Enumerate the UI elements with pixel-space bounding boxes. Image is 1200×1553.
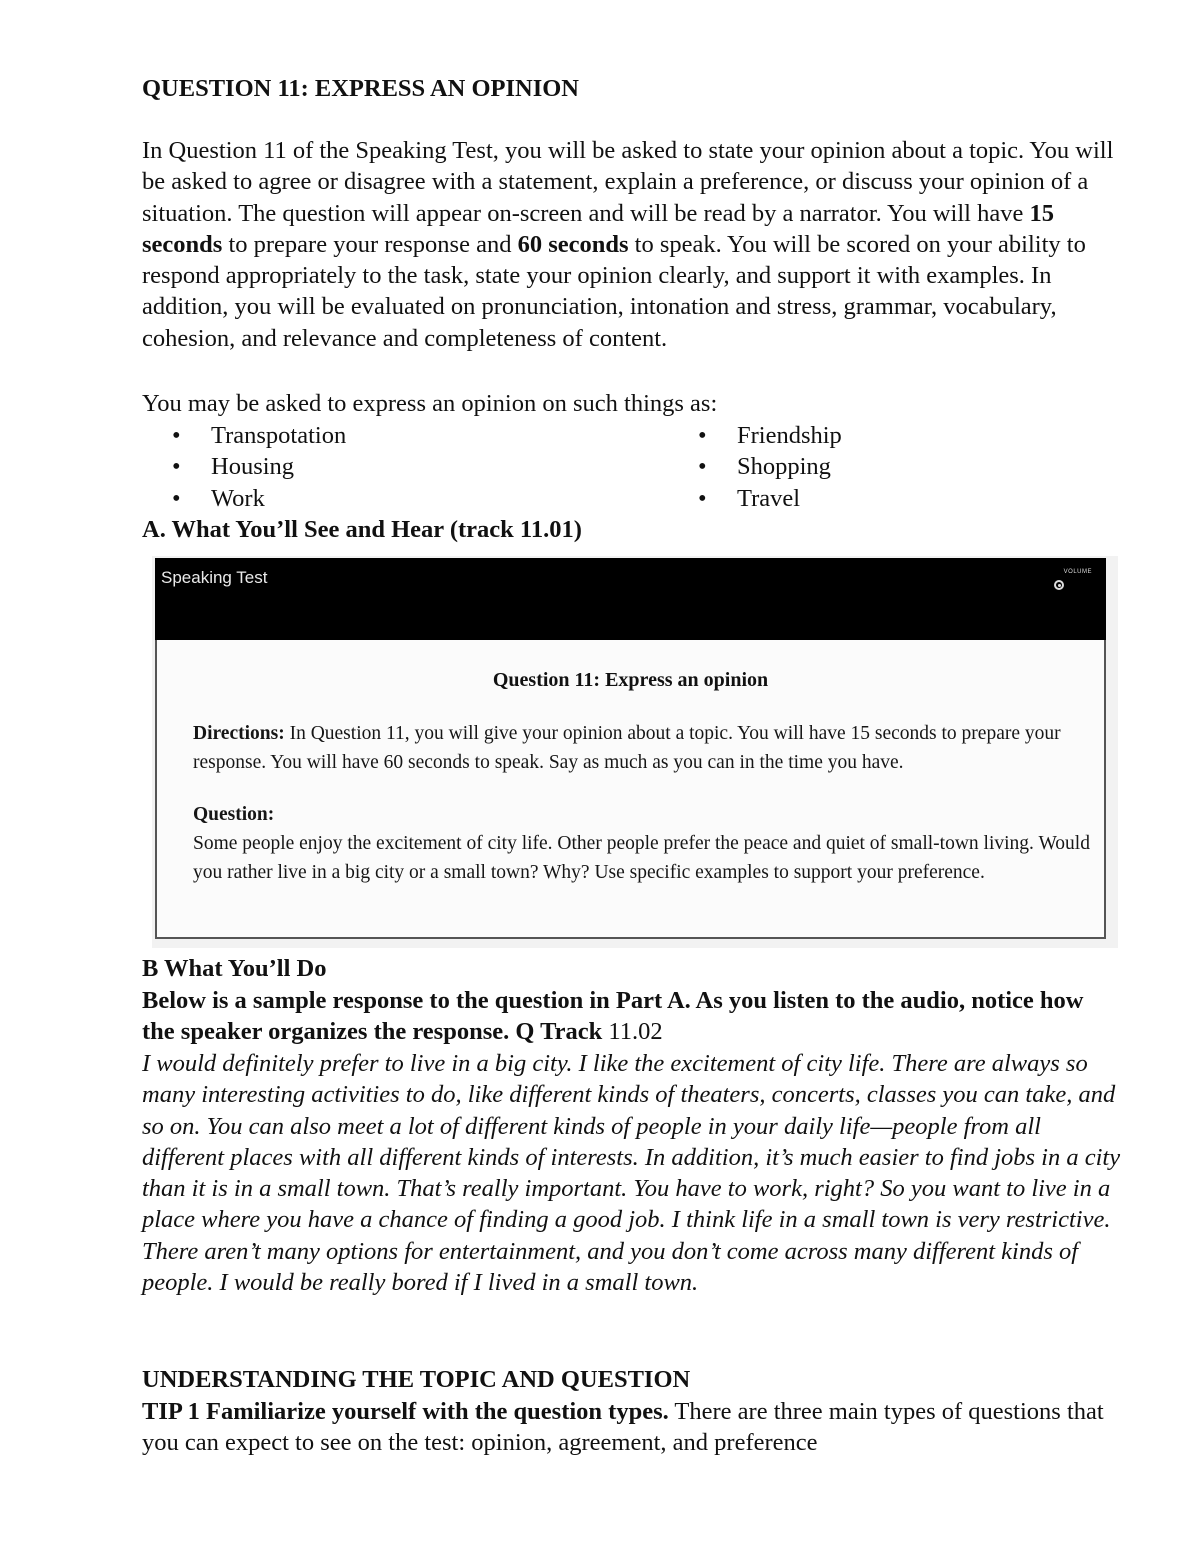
topics-column-right	[698, 420, 842, 514]
list-item: • Shopping	[698, 451, 842, 482]
list-item: • Transpotation	[172, 420, 346, 451]
prep-time-bold: 15 seconds	[142, 199, 1054, 258]
volume-icon	[1054, 580, 1064, 590]
bullet-icon: •	[698, 453, 707, 481]
instruction-text: Below is a sample response to the question in Part A. As you listen to the audio, notice how the speaker organizes the response. Q Track	[142, 987, 1084, 1046]
topics-intro: You may be asked to express an opinion on such things as:	[142, 390, 718, 417]
track-number: 11.02	[608, 1018, 663, 1046]
question-heading: Question 11: Express an opinion	[492, 669, 769, 691]
bullet-icon: •	[172, 422, 181, 449]
directions-label: Directions:	[193, 723, 285, 744]
bullet-icon: •	[172, 453, 181, 481]
tip-1	[142, 1396, 1122, 1459]
section-b-heading: B What You’ll Do	[142, 955, 327, 982]
list-item: • Friendship	[698, 420, 842, 451]
directions	[193, 719, 1093, 777]
bullet-icon: •	[698, 422, 707, 449]
intro-text-3: to speak. You will be scored on your ability to respond appropriately to the task, state your opinion clearly, and support it with examples. In addition, you will be evaluated on pronunciation, intonation and stress, grammar, vocabulary, cohesion, and relevance and completeness of content.	[142, 230, 1086, 352]
topics-column-left	[172, 420, 346, 514]
directions-text: In Question 11, you will give your opinion about a topic. You will have 15 seconds to prepare your response. You will have 60 seconds to speak. Say as much as you can in the time you have.	[193, 723, 1061, 773]
volume-label: VOLUME	[1063, 569, 1092, 575]
speak-time-bold: 60 seconds	[517, 230, 629, 258]
list-item: • Housing	[172, 451, 346, 482]
test-header-bar	[155, 558, 1106, 640]
tip-1-text: There are three main types of questions that you can expect to see on the test: opinion, agreement, and preference	[142, 1398, 1104, 1457]
speaking-test-screenshot	[152, 556, 1118, 948]
question-panel	[155, 640, 1106, 939]
bullet-icon: •	[698, 484, 707, 512]
tip-1-title: TIP 1 Familiarize yourself with the question types.	[142, 1398, 669, 1425]
section-a-heading: A. What You’ll See and Hear (track 11.01)	[142, 516, 582, 543]
volume-control[interactable]	[1050, 568, 1096, 598]
test-title: Speaking Test	[161, 568, 268, 587]
question-label: Question:	[193, 804, 275, 825]
section-b-instruction	[142, 985, 1122, 1048]
list-item: • Travel	[698, 483, 842, 514]
list-item: • Work	[172, 483, 346, 514]
understanding-heading: UNDERSTANDING THE TOPIC AND QUESTION	[142, 1366, 691, 1393]
question-text: Some people enjoy the excitement of city life. Other people prefer the peace and quiet of small-town living. Would you rather live in a big city or a small town? Why? Use specific examples to support your preference.	[193, 833, 1090, 883]
intro-text-1: In Question 11 of the Speaking Test, you will be asked to state your opinion about a topic. You will be asked to agree or disagree with a statement, explain a preference, or discuss your opinion of a situation. The question will appear on-screen and will be read by a narrator. You will have	[142, 137, 1114, 227]
intro-text-2: to prepare your response and	[222, 230, 518, 258]
bullet-icon: •	[172, 484, 181, 512]
intro-paragraph	[142, 135, 1122, 354]
page-title: QUESTION 11: EXPRESS AN OPINION	[142, 75, 580, 102]
sample-response: I would definitely prefer to live in a big city. I like the excitement of city life. There are always so many interesting activities to do, like different kinds of theaters, concerts, classes you can take, and so on. You can also meet a lot of different kinds of people in your daily life—people from all different places with all different kinds of interests. In addition, it’s much easier to find jobs in a city than it is in a small town. That’s really important. You have to work, right? So you want to live in a place where you have a chance of finding a good job. I think life in a small town is very restrictive. There aren’t many options for entertainment, and you don’t come across many different kinds of people. I would be really bored if I lived in a small town.	[142, 1050, 1121, 1297]
